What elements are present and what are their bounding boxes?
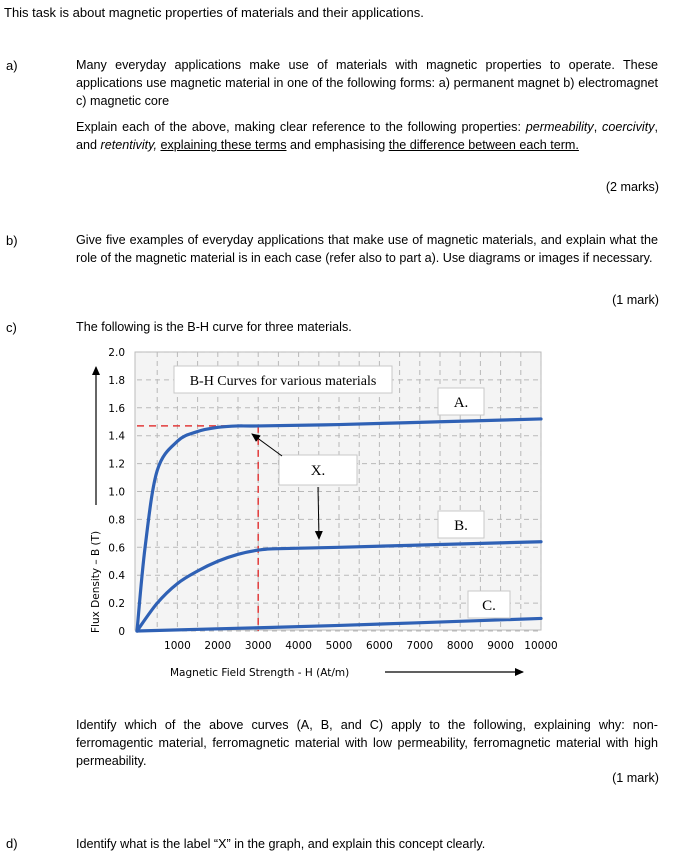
part-a-marks: (2 marks) <box>605 180 659 194</box>
part-a-text-2: , <box>593 120 603 134</box>
term-retentivity: retentivity, <box>100 138 157 152</box>
question-label-a: a) <box>6 58 18 73</box>
x-tick-label: 6000 <box>366 640 393 652</box>
question-label-d: d) <box>6 836 18 851</box>
part-d-paragraph: Identify what is the label “X” in the graph, and explain this concept clearly. <box>76 837 486 851</box>
part-b-paragraph: Give five examples of everyday applications that make use of magnetic materials, and explain what the role of the magnetic material is in each case (refer also to part a). Use diagrams or images if necessary. <box>76 233 658 265</box>
curve-c-label: C. <box>482 598 496 614</box>
y-tick-label: 0.2 <box>108 598 125 611</box>
x-tick-label: 10000 <box>524 640 558 652</box>
term-permeability: permeability <box>525 120 594 134</box>
part-a-text-1: Explain each of the above, making clear reference to the following properties: <box>76 120 526 134</box>
question-label-c: c) <box>6 320 17 335</box>
x-axis-label: Magnetic Field Strength - H (At/m) <box>170 667 350 679</box>
y-tick-label: 1.2 <box>108 458 125 471</box>
intro-text: This task is about magnetic properties of materials and their applications. <box>4 5 424 20</box>
underlined-difference: the difference between each term. <box>388 138 579 152</box>
y-tick-label: 1.4 <box>108 430 125 443</box>
x-tick-label: 7000 <box>406 640 434 652</box>
y-tick-label: 1.6 <box>108 402 125 415</box>
part-a-text-3: , and <box>76 120 658 152</box>
x-annotation-label: X. <box>310 463 326 479</box>
y-tick-label: 0.8 <box>108 514 125 527</box>
part-c-intro: The following is the B-H curve for three materials. <box>76 320 352 334</box>
part-b-marks: (1 mark) <box>612 293 659 307</box>
y-tick-label: 1.0 <box>108 486 125 499</box>
x-tick-label: 2000 <box>204 640 232 652</box>
y-tick-label: 0.6 <box>108 542 125 555</box>
y-tick-labels <box>108 347 125 638</box>
curve-b-label: B. <box>454 518 468 534</box>
part-c-marks: (1 mark) <box>612 771 659 785</box>
part-a-paragraph-2 <box>76 118 658 154</box>
bh-curve-chart <box>0 335 681 695</box>
curve-a-label: A. <box>453 395 469 411</box>
part-a-paragraph-1: Many everyday applications make use of materials with magnetic properties to operate. These applications use magnetic material in one of the following forms: a) permanent magnet b) electromagnet c) magnetic core <box>76 58 658 108</box>
question-label-b: b) <box>6 233 18 248</box>
part-c-paragraph: Identify which of the above curves (A, B, and C) apply to the following, explaining why: non-ferromagentic material, ferromagnetic material with low permeability, ferromagnetic material with high permeability. <box>76 718 658 768</box>
part-a-text-5: and emphasising <box>286 138 389 152</box>
x-tick-label: 3000 <box>244 640 272 652</box>
x-tick-label: 5000 <box>325 640 353 652</box>
x-tick-label: 8000 <box>446 640 474 652</box>
term-coercivity: coercivity <box>602 120 655 134</box>
x-tick-label: 4000 <box>285 640 312 652</box>
y-tick-label: 2.0 <box>108 347 125 359</box>
x-tick-label: 1000 <box>164 640 191 652</box>
underlined-explaining-terms: explaining these terms <box>160 138 287 152</box>
y-axis-label: Flux Density – B (T) <box>90 530 102 633</box>
y-tick-label: 1.8 <box>108 374 125 387</box>
y-tick-label: 0.4 <box>108 570 125 583</box>
x-tick-label: 9000 <box>487 640 514 652</box>
chart-title: B-H Curves for various materials <box>189 374 377 389</box>
x-tick-labels <box>164 640 558 652</box>
y-tick-label: 0 <box>118 626 125 638</box>
